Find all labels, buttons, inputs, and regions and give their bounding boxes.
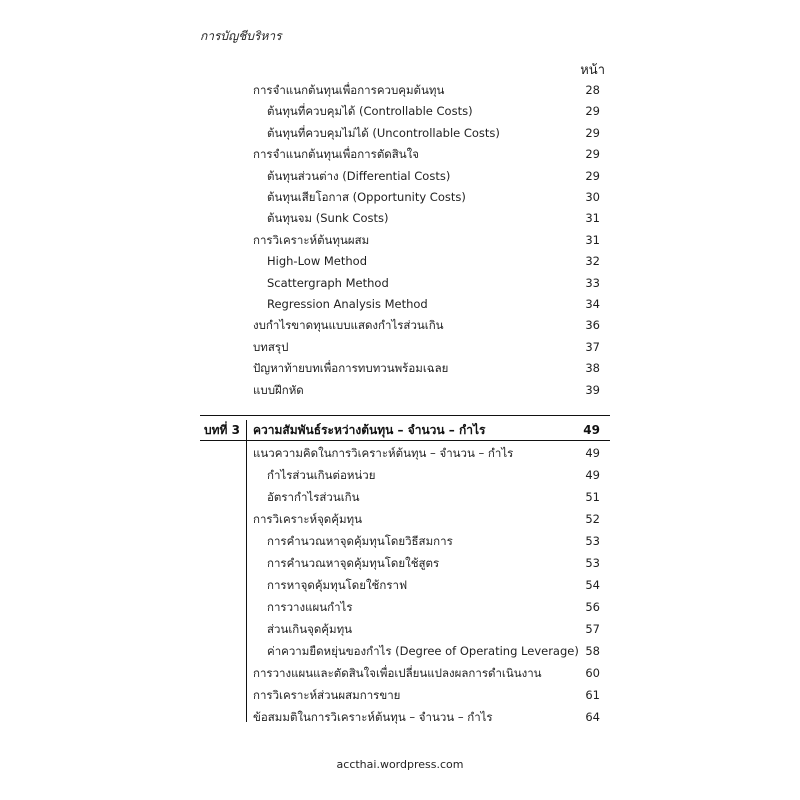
toc-entry-title: ปัญหาท้ายบทเพื่อการทบทวนพร้อมเฉลย — [253, 361, 449, 376]
toc-entry-page: 52 — [585, 512, 600, 526]
toc-entry — [0, 166, 800, 186]
toc-entry-page: 49 — [585, 468, 600, 482]
toc-entry — [0, 294, 800, 314]
chapter-page: 49 — [583, 423, 600, 437]
toc-entry-title: การคำนวณหาจุดคุ้มทุนโดยใช้สูตร — [267, 556, 440, 570]
toc-entry-page: 51 — [585, 490, 600, 504]
toc-entry — [0, 509, 800, 529]
toc-entry-page: 32 — [585, 254, 600, 269]
toc-entry-page: 33 — [585, 275, 600, 290]
toc-entry — [0, 553, 800, 573]
toc-entry-page: 54 — [585, 578, 600, 592]
toc-entry — [0, 380, 800, 400]
toc-entry-title: ส่วนเกินจุดคุ้มทุน — [267, 622, 353, 636]
toc-entry-title: ต้นทุนจม (Sunk Costs) — [267, 211, 389, 226]
toc-entry — [0, 230, 800, 250]
toc-entry — [0, 337, 800, 357]
toc-entry — [0, 641, 800, 661]
toc-entry-page: 57 — [585, 622, 600, 636]
toc-entry — [0, 358, 800, 378]
toc-entry — [0, 685, 800, 705]
toc-entry-page: 58 — [585, 644, 600, 658]
toc-entry-page: 34 — [585, 297, 600, 311]
toc-entry-page: 30 — [585, 190, 600, 204]
toc-entry — [0, 663, 800, 683]
toc-entry-page: 36 — [585, 318, 600, 333]
toc-entry — [0, 597, 800, 617]
page-column-header: หน้า — [580, 63, 605, 78]
toc-entry-title: High-Low Method — [267, 254, 368, 269]
toc-entry — [0, 465, 800, 485]
toc-entry-page: 38 — [585, 361, 600, 376]
toc-entry-title: ค่าความยืดหยุ่นของกำไร (Degree of Operating Leverage) — [267, 644, 579, 658]
toc-entry-page: 49 — [585, 446, 600, 460]
toc-entry-title: ต้นทุนที่ควบคุมได้ (Controllable Costs) — [267, 104, 473, 119]
toc-entry — [0, 123, 800, 143]
toc-entry-page: 53 — [585, 534, 600, 548]
toc-entry-title: ข้อสมมติในการวิเคราะห์ต้นทุน – จำนวน – กำไร — [253, 710, 493, 724]
toc-entry-title: บทสรุป — [253, 339, 289, 354]
toc-entry-title: แนวความคิดในการวิเคราะห์ต้นทุน – จำนวน – กำไร — [253, 446, 514, 460]
toc-entry-title: การคำนวณหาจุดคุ้มทุนโดยวิธีสมการ — [267, 534, 453, 548]
toc-entry-page: 39 — [585, 382, 600, 397]
toc-entry — [0, 101, 800, 121]
toc-entry-page: 31 — [585, 211, 600, 226]
toc-entry — [0, 575, 800, 595]
toc-entry-page: 64 — [585, 710, 600, 724]
toc-entry — [0, 707, 800, 727]
toc-entry — [0, 531, 800, 551]
toc-entry-page: 28 — [585, 83, 600, 97]
toc-entry-title: ต้นทุนที่ควบคุมไม่ได้ (Uncontrollable Costs) — [267, 125, 500, 140]
toc-entry-page: 29 — [585, 104, 600, 119]
toc-entry-page: 37 — [585, 339, 600, 354]
toc-entry-page: 29 — [585, 168, 600, 183]
toc-entry-title: การจำแนกต้นทุนเพื่อการตัดสินใจ — [253, 147, 419, 162]
chapter-top-rule — [200, 415, 610, 416]
toc-entry-page: 29 — [585, 125, 600, 140]
toc-entry-title: Scattergraph Method — [267, 275, 389, 290]
toc-entry-title: งบกำไรขาดทุนแบบแสดงกำไรส่วนเกิน — [253, 318, 444, 333]
chapter-title: ความสัมพันธ์ระหว่างต้นทุน – จำนวน – กำไร — [253, 423, 486, 437]
toc-entry-title: การหาจุดคุ้มทุนโดยใช้กราฟ — [267, 578, 408, 592]
toc-entry-title: การวิเคราะห์ต้นทุนผสม — [253, 232, 370, 247]
toc-entry — [0, 187, 800, 207]
toc-entry — [0, 443, 800, 463]
chapter-number: บทที่ 3 — [204, 423, 240, 437]
toc-entry-title: อัตรากำไรส่วนเกิน — [267, 490, 360, 504]
toc-entry-title: การวิเคราะห์ส่วนผสมการขาย — [253, 688, 401, 702]
toc-entry-title: การจำแนกต้นทุนเพื่อการควบคุมต้นทุน — [253, 83, 445, 97]
toc-entry — [0, 144, 800, 164]
running-head: การบัญชีบริหาร — [200, 29, 282, 43]
toc-entry-title: แบบฝึกหัด — [253, 382, 304, 397]
toc-entry-title: ต้นทุนเสียโอกาส (Opportunity Costs) — [267, 190, 466, 204]
footer-url: accthai.wordpress.com — [336, 758, 464, 771]
toc-entry-page: 53 — [585, 556, 600, 570]
chapter-underline — [200, 440, 610, 441]
toc-entry — [0, 315, 800, 335]
toc-entry-title: Regression Analysis Method — [267, 297, 428, 311]
toc-entry — [0, 208, 800, 228]
toc-entry-title: การวางแผนกำไร — [267, 600, 353, 614]
toc-entry-title: กำไรส่วนเกินต่อหน่วย — [267, 468, 376, 482]
toc-entry — [0, 251, 800, 271]
toc-entry-title: การวางแผนและตัดสินใจเพื่อเปลี่ยนแปลงผลการดำเนินงาน — [253, 666, 542, 680]
toc-entry-page: 31 — [585, 232, 600, 247]
toc-entry-page: 61 — [585, 688, 600, 702]
toc-entry-page: 29 — [585, 147, 600, 162]
toc-entry-page: 60 — [585, 666, 600, 680]
toc-entry — [0, 273, 800, 293]
toc-entry — [0, 80, 800, 100]
toc-entry — [0, 487, 800, 507]
toc-entry-title: ต้นทุนส่วนต่าง (Differential Costs) — [267, 168, 451, 183]
toc-entry — [0, 619, 800, 639]
toc-entry-title: การวิเคราะห์จุดคุ้มทุน — [253, 512, 362, 526]
toc-entry-page: 56 — [585, 600, 600, 614]
